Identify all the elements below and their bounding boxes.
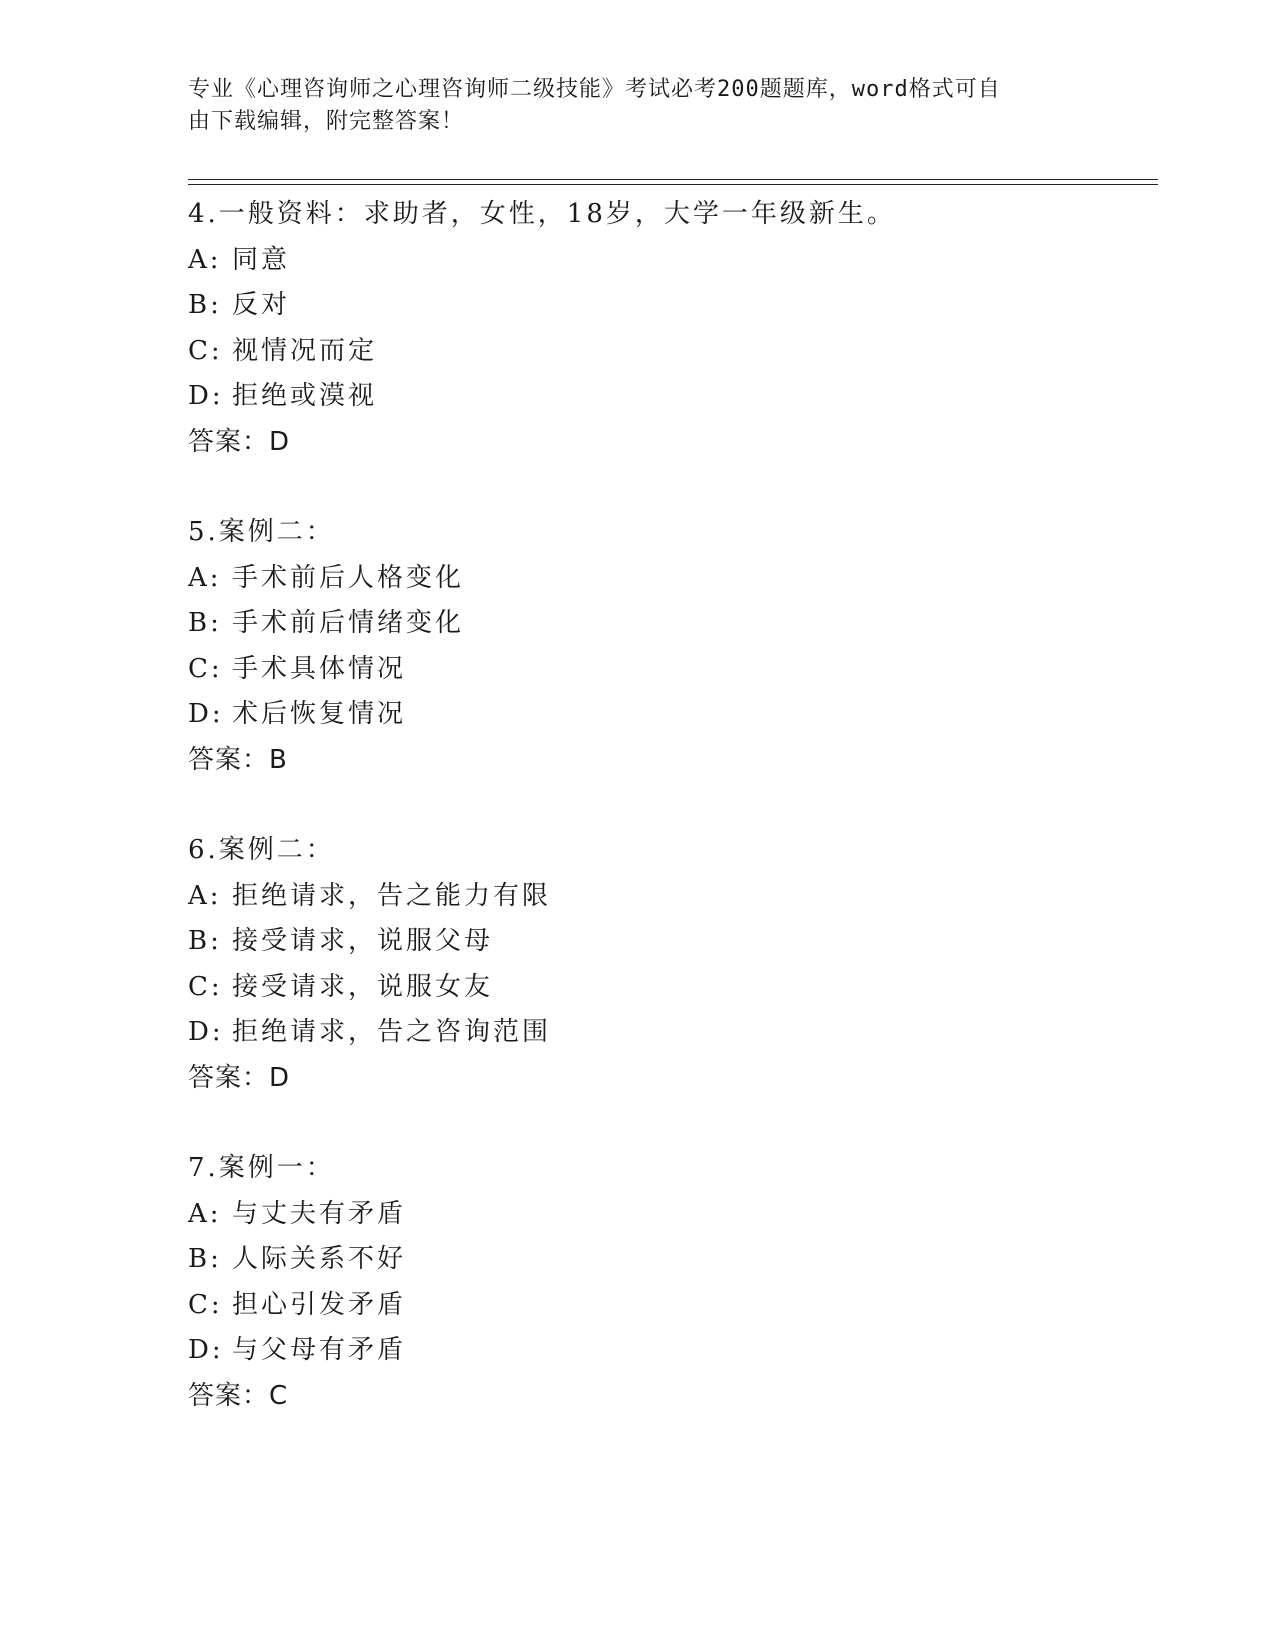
option-text: 术后恢复情况 (232, 699, 407, 729)
header-line-1: 专业《心理咨询师之心理咨询师二级技能》考试必考200题题库，word格式可自 (188, 77, 1001, 102)
question-stem: 7.案例一： (188, 1153, 335, 1183)
option-key: C: (188, 653, 223, 684)
answer-line: 答案：D (188, 1062, 291, 1093)
option-a (188, 238, 1148, 284)
header-divider-top (188, 179, 1158, 180)
option-key: D: (188, 1017, 224, 1047)
option-d (188, 692, 1148, 738)
option-key: B: (188, 608, 222, 638)
option-key: C: (188, 1289, 223, 1320)
option-key: B: (188, 926, 222, 956)
option-text: 反对 (232, 290, 291, 320)
option-key: B: (188, 290, 222, 320)
option-c (188, 965, 1148, 1011)
option-text: 人际关系不好 (232, 1244, 407, 1274)
option-key: D: (188, 1335, 224, 1365)
option-text: 接受请求，说服女友 (232, 971, 494, 1002)
option-text: 手术前后人格变化 (232, 562, 465, 593)
option-d (188, 374, 1148, 420)
question-block (188, 192, 1148, 465)
option-b (188, 601, 1148, 647)
option-c (188, 329, 1148, 375)
answer-line: 答案：D (188, 426, 291, 457)
question-block (188, 1146, 1148, 1419)
option-key: D: (188, 699, 224, 729)
option-a (188, 556, 1148, 602)
option-d (188, 1328, 1148, 1374)
document-header (188, 74, 1068, 138)
option-key: A: (188, 244, 222, 275)
option-text: 同意 (232, 244, 291, 275)
option-key: A: (188, 562, 222, 593)
option-key: C: (188, 971, 223, 1002)
answer-line: 答案：B (188, 744, 288, 775)
option-key: C: (188, 335, 223, 366)
option-b (188, 283, 1148, 329)
answer-line: 答案：C (188, 1380, 289, 1411)
option-key: A: (188, 880, 222, 911)
option-text: 与丈夫有矛盾 (232, 1198, 407, 1229)
option-text: 手术具体情况 (232, 653, 407, 684)
option-key: B: (188, 1244, 222, 1274)
option-c (188, 1283, 1148, 1329)
question-list (188, 192, 1148, 1464)
option-b (188, 919, 1148, 965)
question-block (188, 510, 1148, 783)
option-text: 担心引发矛盾 (232, 1289, 407, 1320)
question-block (188, 828, 1148, 1101)
header-line-2: 由下载编辑，附完整答案！ (188, 109, 465, 134)
header-divider-bottom (188, 184, 1158, 185)
option-d (188, 1010, 1148, 1056)
question-stem: 6.案例二： (188, 835, 335, 865)
option-text: 与父母有矛盾 (232, 1335, 407, 1365)
option-key: A: (188, 1198, 222, 1229)
option-text: 拒绝请求，告之能力有限 (232, 880, 552, 911)
option-text: 视情况而定 (232, 335, 378, 366)
option-text: 手术前后情绪变化 (232, 608, 465, 638)
option-text: 拒绝请求，告之咨询范围 (232, 1017, 552, 1047)
option-b (188, 1237, 1148, 1283)
option-text: 接受请求，说服父母 (232, 926, 494, 956)
option-text: 拒绝或漠视 (232, 381, 378, 411)
option-a (188, 874, 1148, 920)
option-c (188, 647, 1148, 693)
question-stem: 5.案例二： (188, 517, 335, 547)
option-key: D: (188, 381, 224, 411)
question-stem: 4.一般资料：求助者，女性，18岁，大学一年级新生。 (188, 199, 896, 229)
option-a (188, 1192, 1148, 1238)
